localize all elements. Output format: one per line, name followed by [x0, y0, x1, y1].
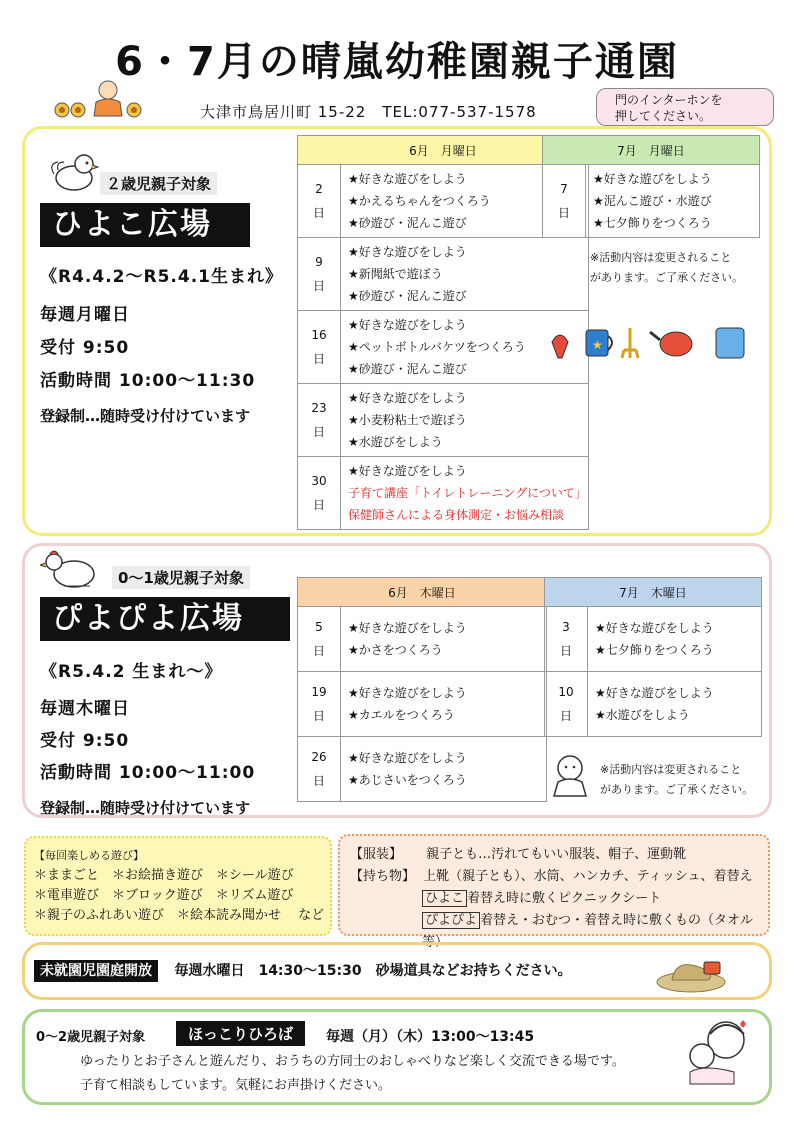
activity-item: ★好きな遊びをしよう — [595, 686, 714, 700]
piyopiyo-note-line1: ※活動内容は変更されること — [600, 763, 742, 776]
activity-item: ★七夕飾りをつくろう — [595, 643, 714, 657]
piyopiyo-title: ぴよぴよ広場 — [40, 597, 290, 641]
piyopiyo-june-table — [297, 577, 547, 802]
intercom-bubble — [596, 88, 774, 126]
piyopiyo-june-activity-cell — [341, 607, 547, 672]
hiyoko-target: ２歳児親子対象 — [100, 172, 217, 195]
day-unit: 日 — [312, 425, 325, 439]
hiyoko-june-row — [298, 457, 589, 530]
activity-item: ★好きな遊びをしよう — [348, 318, 467, 332]
piyopiyo-june-day-cell — [298, 737, 341, 802]
garden-row — [34, 960, 572, 980]
activity-item: ★あじさいをつくろう — [348, 773, 467, 787]
day-number: 9 — [315, 255, 323, 269]
activity-item: ★水遊びをしよう — [595, 708, 690, 722]
parent-child-icon — [680, 1016, 756, 1086]
hiyoko-june-header: 6月 月曜日 — [298, 136, 589, 165]
piyopiyo-july-day-cell — [545, 672, 588, 737]
piyopiyo-july-activity-cell — [588, 607, 762, 672]
piyopiyo-tag: ぴよぴよ — [422, 912, 480, 929]
hiyoko-july-table — [542, 135, 760, 238]
activity-item: ★好きな遊びをしよう — [348, 245, 467, 259]
activity-item: ★好きな遊びをしよう — [593, 172, 712, 186]
piyopiyo-june-row — [298, 672, 547, 737]
day-unit: 日 — [559, 644, 572, 658]
piyopiyo-july-row — [545, 607, 762, 672]
day-number: 26 — [311, 750, 327, 764]
activity-item: ★砂遊び・泥んこ遊び — [348, 216, 467, 230]
activity-item: ★砂遊び・泥んこ遊び — [348, 289, 467, 303]
activity-item: ★水遊びをしよう — [348, 435, 443, 449]
day-unit: 日 — [312, 709, 325, 723]
piyopiyo-reception: 受付 9:50 — [40, 731, 130, 751]
piyopiyo-hours: 活動時間 10:00～11:00 — [40, 763, 256, 783]
activity-item: ★好きな遊びをしよう — [348, 172, 467, 186]
hiyoko-june-day-cell — [298, 238, 341, 311]
clothing-text: 親子とも…汚れてもいい服装、帽子、運動靴 — [426, 847, 687, 862]
hokkori-line-2: 子育て相談もしています。気軽にお声掛けください。 — [80, 1078, 391, 1093]
piyopiyo-july-table — [544, 577, 762, 737]
hen-icon — [40, 546, 102, 590]
piyopiyo-target: 0～1歳児親子対象 — [112, 566, 250, 589]
hiyoko-july-row — [543, 165, 760, 238]
day-number: 7 — [560, 182, 568, 196]
hiyoko-tag: ひよこ — [422, 890, 467, 907]
hiyoko-june-day-cell — [298, 165, 341, 238]
activity-item: ★小麦粉粘土で遊ぼう — [348, 413, 467, 427]
hokkori-line-1: ゆったりとお子さんと遊んだり、おうちの方同士のおしゃべりなど楽しく交流できる場です。 — [80, 1054, 625, 1069]
hiyoko-july-day-cell — [543, 165, 586, 238]
activity-item: ★好きな遊びをしよう — [595, 621, 714, 635]
day-number: 30 — [311, 474, 327, 488]
hiyoko-note-line1: ※活動内容は変更されること — [590, 251, 732, 264]
hiyoko-june-activity-cell — [341, 238, 589, 311]
clothing-label: 【服装】 — [350, 847, 403, 862]
day-number: 5 — [315, 620, 323, 634]
play-box — [24, 836, 332, 936]
piyopiyo-june-row — [298, 607, 547, 672]
day-number: 3 — [562, 620, 570, 634]
activity-item: ★好きな遊びをしよう — [348, 751, 467, 765]
activity-item: ★泥んこ遊び・水遊び — [593, 194, 712, 208]
hiyoko-june-day-cell — [298, 457, 341, 530]
garden-tag: 未就園児園庭開放 — [34, 960, 158, 982]
belongings-box — [338, 834, 770, 950]
activity-item: ★好きな遊びをしよう — [348, 686, 467, 700]
piyopiyo-note-line2: があります。ご了承ください。 — [600, 783, 754, 796]
hiyoko-note — [590, 248, 743, 288]
piyopiyo-july-row — [545, 672, 762, 737]
hiyoko-weekday: 毎週月曜日 — [40, 305, 130, 325]
hiyoko-june-row — [298, 238, 589, 311]
hiyoko-note-line2: があります。ご了承ください。 — [590, 271, 744, 284]
day-number: 2 — [315, 182, 323, 196]
hiyoko-registration: 登録制…随時受け付けています — [40, 407, 251, 425]
activity-item: ★七夕飾りをつくろう — [593, 216, 712, 230]
day-unit: 日 — [312, 774, 325, 788]
play-line-1: ＊ままごと ＊お絵描き遊び ＊シール遊び — [34, 868, 294, 883]
activity-item: ★新聞紙で遊ぼう — [348, 267, 443, 281]
day-number: 19 — [311, 685, 327, 699]
piyopiyo-june-activity-cell — [341, 672, 547, 737]
belongings-text: 上靴（親子とも）、水筒、ハンカチ、ティッシュ、着替え — [423, 869, 753, 884]
hiyoko-june-activity-cell — [341, 457, 589, 530]
activity-item: ★かえるちゃんをつくろう — [348, 194, 491, 208]
piyopiyo-june-header: 6月 木曜日 — [298, 578, 547, 607]
belongings-label: 【持ち物】 — [350, 869, 416, 884]
svg-text:★: ★ — [592, 338, 603, 352]
sand-toys-icon — [548, 322, 756, 362]
piyopiyo-july-activity-cell — [588, 672, 762, 737]
piyopiyo-weekday: 毎週木曜日 — [40, 699, 130, 719]
hokkori-title: ほっこりひろば — [176, 1021, 305, 1046]
piyopiyo-june-row — [298, 737, 547, 802]
piyopiyo-july-header: 7月 木曜日 — [545, 578, 762, 607]
day-number: 23 — [311, 401, 327, 415]
piyopiyo-note — [600, 760, 753, 800]
hiyoko-birth: 《R4.4.2～R5.4.1生まれ》 — [40, 267, 283, 287]
piyopiyo-june-activity-cell — [341, 737, 547, 802]
address-phone: 大津市鳥居川町 15-22 TEL:077-537-1578 — [200, 103, 537, 121]
day-unit: 日 — [312, 644, 325, 658]
activity-item: ★砂遊び・泥んこ遊び — [348, 362, 467, 376]
straw-hat-icon — [656, 948, 726, 994]
piyopiyo-july-day-cell — [545, 607, 588, 672]
day-number: 10 — [558, 685, 574, 699]
day-unit: 日 — [312, 498, 325, 512]
hiyoko-june-row — [298, 384, 589, 457]
bubble-line-2: 押してください。 — [615, 109, 712, 123]
hokkori-schedule: 毎週（月）（木）13:00～13:45 — [326, 1029, 535, 1045]
play-line-3: ＊親子のふれあい遊び ＊絵本読み聞かせ など — [34, 908, 325, 923]
activity-item: ★好きな遊びをしよう — [348, 391, 467, 405]
hiyoko-reception: 受付 9:50 — [40, 338, 130, 358]
activity-item: ★カエルをつくろう — [348, 708, 455, 722]
play-line-2: ＊電車遊び ＊ブロック遊び ＊リズム遊び — [34, 888, 294, 903]
bubble-line-1: 門のインターホンを — [615, 93, 723, 107]
activity-item: ★好きな遊びをしよう — [348, 464, 467, 478]
children-playing-illustration — [50, 76, 150, 120]
hiyoko-belongings: 着替え時に敷くピクニックシート — [467, 891, 662, 906]
hiyoko-june-day-cell — [298, 311, 341, 384]
hiyoko-june-row — [298, 311, 589, 384]
hiyoko-title: ひよこ広場 — [40, 203, 250, 247]
day-unit: 日 — [557, 206, 570, 220]
hiyoko-hours: 活動時間 10:00～11:30 — [40, 371, 256, 391]
activity-item: ★かさをつくろう — [348, 643, 443, 657]
day-unit: 日 — [559, 709, 572, 723]
piyopiyo-registration: 登録制…随時受け付けています — [40, 799, 251, 817]
hiyoko-june-activity-cell — [341, 384, 589, 457]
chick-icon — [44, 148, 100, 192]
day-unit: 日 — [312, 352, 325, 366]
baby-icon — [546, 752, 596, 798]
day-number: 16 — [311, 328, 327, 342]
activity-item: ★ペットボトルバケツをつくろう — [348, 340, 526, 354]
garden-text: 毎週水曜日 14:30～15:30 砂場道具などお持ちください。 — [174, 963, 572, 979]
activity-item: 保健師さんによる身体測定・お悩み相談 — [348, 508, 565, 522]
piyopiyo-birth: 《R5.4.2 生まれ～》 — [40, 662, 223, 682]
piyopiyo-june-day-cell — [298, 607, 341, 672]
hiyoko-july-header: 7月 月曜日 — [543, 136, 760, 165]
day-unit: 日 — [312, 206, 325, 220]
hiyoko-july-activity-cell — [586, 165, 760, 238]
play-heading: 【毎回楽しめる遊び】 — [34, 849, 144, 862]
activity-item: 子育て講座「トイレトレーニングについて」 — [348, 486, 587, 500]
page-title: 6・7月の晴嵐幼稚園親子通園 — [115, 39, 679, 85]
activity-item: ★好きな遊びをしよう — [348, 621, 467, 635]
hiyoko-june-day-cell — [298, 384, 341, 457]
piyopiyo-june-day-cell — [298, 672, 341, 737]
day-unit: 日 — [312, 279, 325, 293]
hokkori-target: 0～2歳児親子対象 — [36, 1030, 146, 1045]
piyopiyo-belongings: 着替え・おむつ・着替え時に敷くもの（タオル等） — [422, 913, 754, 950]
